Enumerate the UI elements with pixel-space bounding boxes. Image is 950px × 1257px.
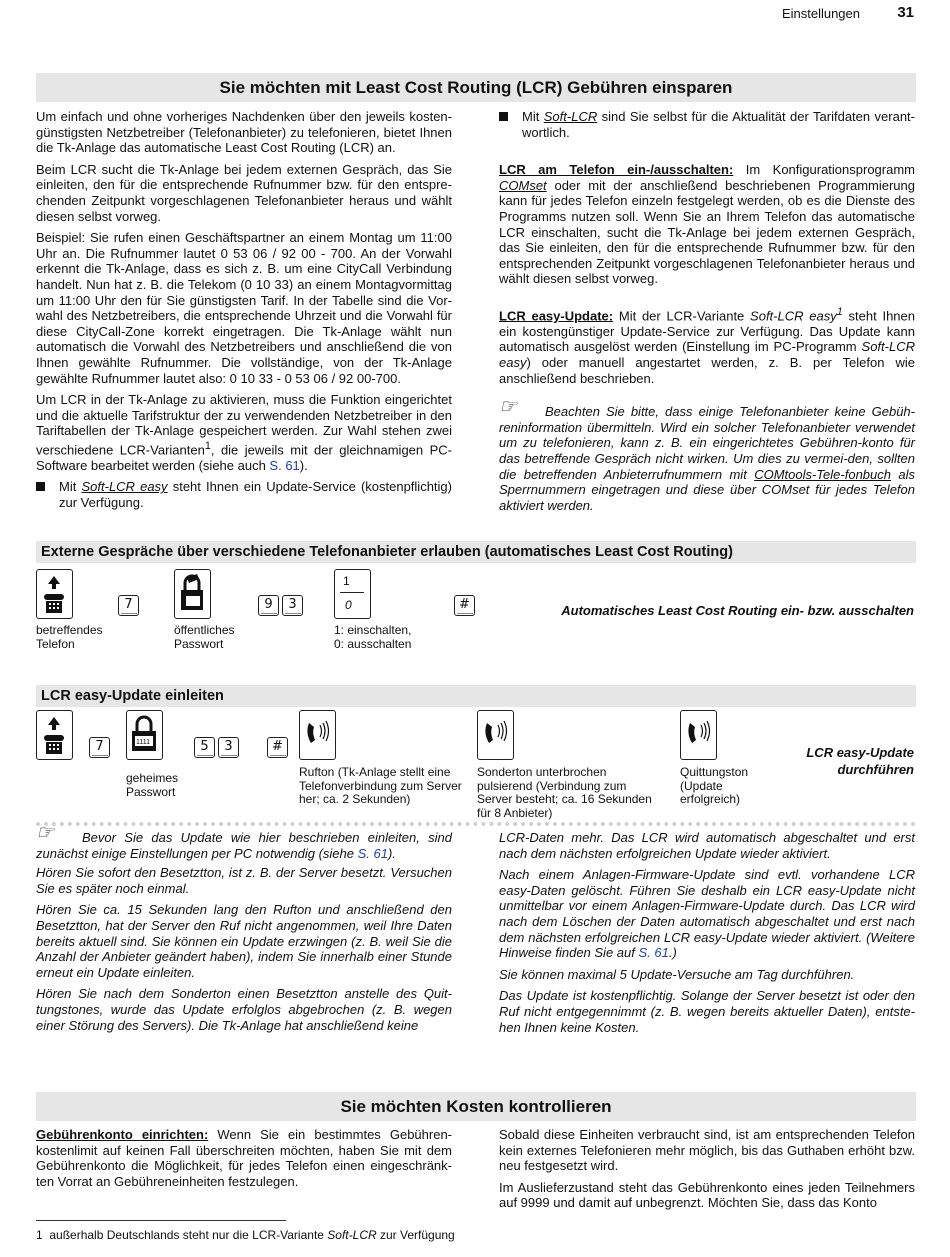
note-block: ☞ Bevor Sie das Update wie hier beschrieben einleiten, sind zunächst einige Einstellungen per PC notwendig (siehe S. 61). <box>36 822 452 861</box>
bullet-square <box>499 112 508 121</box>
bullet-item: Mit Soft-LCR easy steht Ihnen ein Update-Service (kostenpflichtig) zur Verfügung. <box>36 479 452 510</box>
caption-phone: betreffendes Telefon <box>36 623 103 651</box>
paragraph: Beispiel: Sie rufen einen Geschäftspartner an einem Montag um 11:00 Uhr an. Die Rufnummer lautet 0 53 06 / 92 00 - 700. An der Vorwahl erkennt die Tk-Anlage, dass es sich z. B. um eine CityCall Verbindung handelt. Nun hat z. B. die Telekom (0 10 33) an einem Montagvormittag um 11:00 Uhr den für Sie günstigsten Tarif. In der Tabelle sind die Vor-wahl des Netzbetreibers, die entsprechende Uhrzeit und die Vorwahl für diese CityCall-Zone korrekt eingetragen. Die Tk-Anlage wählt nun automatisch die Vorwahl des Netzbetreibers und anschließend die von Ihnen gewählte Rufnummer. Die vollständige, von der Tk-Anlage gewählte Rufnummer lautet also: 0 10 33 - 0 53 06 / 92 00-700. <box>36 230 452 386</box>
procedure-description: LCR easy-Update durchführen <box>806 745 914 777</box>
left-column <box>36 109 452 511</box>
pointing-hand-icon: ☞ <box>36 822 54 844</box>
page-link[interactable]: S. 61 <box>638 945 669 961</box>
caption-ringing-tone: Rufton (Tk-Anlage stellt eine Telefonverbindung zum Server her; ca. 2 Sekunden) <box>299 765 462 806</box>
ringing-tone-icon <box>299 710 336 760</box>
footnote-rule <box>36 1220 286 1221</box>
caption-public-password: öffentliches Passwort <box>174 623 235 651</box>
page-link[interactable]: S. 61 <box>269 457 300 473</box>
paragraph: LCR-Daten mehr. Das LCR wird automatisch abgeschaltet und erst nach dem nächsten erfolgreichen Update wieder aktiviert. <box>499 830 915 861</box>
page-link[interactable]: S. 61 <box>357 845 388 861</box>
running-header-section: Einstellungen <box>781 6 860 21</box>
paragraph: LCR am Telefon ein-/ausschalten: Im Konfigurationsprogramm COMset oder mit der anschließend beschriebenen Programmierung kann für jedes Telefon einzeln festgelegt werden, ob es die Dienste des Programms nutzen soll. Wenn Sie an Ihrem Telefon das automatische LCR einschalten, sucht die Tk-Anlage bei jedem externen Gespräch, das Sie einleiten, den für die entsprechende Rufnummer bzw. für den entsprechenden Zeitpunkt vorgeschlagenen Telefonanbieter heraus und wählt diesen selbst vorweg. <box>499 162 915 287</box>
key-hash[interactable]: # <box>267 737 288 758</box>
bullet-square <box>36 482 45 491</box>
paragraph: Hören Sie sofort den Besetztton, ist z. B. der Server besetzt. Versuchen Sie es später noch einmal. <box>36 865 452 896</box>
pointing-hand-icon: ☞ <box>499 396 517 419</box>
key-5[interactable]: 5 <box>194 737 215 758</box>
bottom-right <box>499 1127 915 1217</box>
paragraph: LCR easy-Update: Mit der LCR-Variante Soft-LCR easy$^1$ steht Ihnen ein kostengünstiger Update-Service zur Verfügung. Das Update kann automatisch ausgelöst werden (Einstellung im PC-Programm Soft-LCR easy) oder manuell angestartet werden, z. B. per Telefon wie anschließend beschrieben. <box>499 305 915 386</box>
paragraph: Um einfach und ohne vorheriges Nachdenken über den jeweils kosten-günstigsten Netzbetreiber (Telefonanbieter) zu telefonieren, bietet Ihnen die Tk-Anlage das automatische Least Cost Routing (LCR) an. <box>36 109 452 156</box>
key-3[interactable]: 3 <box>282 595 303 616</box>
subheading: Gebührenkonto einrichten: <box>36 1127 209 1142</box>
paragraph: Das Update ist kostenpflichtig. Solange der Server besetzt ist oder den Ruf nicht entgegennimmt (z. B. wegen bereits aktueller Daten), entste-hen Ihnen keine Kosten. <box>499 988 915 1035</box>
procedure-title-lcr-update: LCR easy-Update einleiten <box>36 685 916 707</box>
term-link[interactable]: COMtools-Tele-fonbuch <box>754 466 891 482</box>
caption-confirmation-tone: Quittungston (Update erfolgreich) <box>680 765 749 806</box>
notes-right <box>499 830 915 1041</box>
paragraph: Sobald diese Einheiten verbraucht sind, ist am entsprechenden Telefon kein externes Telefonieren mehr möglich, bis das Guthaben erhöht bzw. neu festgesetzt wird. <box>499 1127 915 1174</box>
handset-lift-icon <box>36 569 73 619</box>
paragraph: Nach einem Anlagen-Firmware-Update sind evtl. vorhandene LCR easy-Daten gelöscht. Führen Sie deshalb ein LCR easy-Update nicht unmittelbar vor einem Anlagen-Firmware-Update durch. Das LCR wird nach dem Löschen der Daten automatisch abgeschaltet und erst nach dem nächsten erfolgreichen LCR easy-Update wieder aktiviert. (Weitere Hinweise finden Sie auf S. 61.) <box>499 867 915 961</box>
secret-password-lock-icon <box>126 710 163 760</box>
right-column <box>499 109 915 519</box>
procedure-description: Automatisches Least Cost Routing ein- bzw. ausschalten <box>561 603 914 618</box>
subheading: LCR am Telefon ein-/ausschalten: <box>499 162 734 178</box>
term-link[interactable]: Soft-LCR <box>543 109 598 124</box>
paragraph: Hören Sie nach dem Sonderton einen Besetztton anstelle des Quit-tungstones, wurde das Update erfolglos abgebrochen (z. B. wegen einer Störung des Servers). Die Tk-Anlage hat anschließend keine <box>36 986 452 1033</box>
footnote-ref: 1 <box>204 439 211 452</box>
notes-left <box>36 822 452 1039</box>
bottom-left: Gebührenkonto einrichten: Wenn Sie ein bestimmtes Gebühren-kostenlimit auf keinen Fall überschreiten möchten, haben Sie mit dem Gebührenkonto die Möglichkeit, für jedes Telefon einen eingeschränk-ten Vorrat an Gebühreneinheiten festzulegen. <box>36 1127 452 1189</box>
special-tone-icon <box>477 710 514 760</box>
paragraph: Um LCR in der Tk-Anlage zu aktivieren, muss die Funktion eingerichtet und die aktuelle Tarifstruktur der zu verwendenden Netzbetreiber in den Tariftabellen der Tk-Anlage gespeichert werden. Zur Wahl stehen zwei verschiedene LCR-Varianten$^1$, die jeweils mit der gleichnamigen PC-Software bearbeitet werden (siehe auch S. 61). <box>36 392 452 473</box>
key-3[interactable]: 3 <box>218 737 239 758</box>
separator <box>36 822 916 826</box>
term-link[interactable]: Soft-LCR easy <box>81 479 168 495</box>
footnote-ref: 1 <box>836 305 843 318</box>
key-7[interactable]: 7 <box>118 595 139 616</box>
on-off-switch-icon: 1 0 <box>334 569 371 619</box>
password-digits: 1111 <box>136 739 151 746</box>
term-link[interactable]: COMset <box>499 177 547 193</box>
paragraph: Sie können maximal 5 Update-Versuche am Tag durchführen. <box>499 966 855 982</box>
caption-special-tone: Sonderton unterbrochen pulsierend (Verbindung zum Server besteht; ca. 16 Sekunden für 8 Anbieter) <box>477 765 652 820</box>
paragraph: Im Auslieferzustand steht das Gebührenkonto eines jeden Teilnehmers auf 9999 und damit auf unbegrenzt. Möchten Sie, dass das Konto <box>499 1179 915 1211</box>
handset-lift-icon <box>36 710 73 760</box>
section-title-costs: Sie möchten Kosten kontrollieren <box>36 1092 916 1121</box>
section-title-lcr: Sie möchten mit Least Cost Routing (LCR) Gebühren einsparen <box>36 73 916 102</box>
procedure-title-lcr-toggle: Externe Gespräche über verschiedene Telefonanbieter erlauben (automatisches Least Cost Routing) <box>36 541 916 563</box>
caption-switch: 1: einschalten, 0: ausschalten <box>334 623 412 651</box>
confirmation-tone-icon <box>680 710 717 760</box>
public-password-lock-icon <box>174 569 211 619</box>
note-block: ☞ Beachten Sie bitte, dass einige Telefonanbieter keine Gebüh-reninformation übermitteln. Wird ein solcher Telefonanbieter verwendet um zu telefonieren, kann z. B. ein eingerichtetes Gebühren-konto für das betreffende Gespräch nicht wirken. Um dies zu vermei-den, sollten die betreffenden Anbieterrufnummern mit COMtools-Tele-fonbuch als Sperrnummern eingetragen und diese über COMset für jedes Telefon aktiviert werden. <box>499 396 915 513</box>
subheading: LCR easy-Update: <box>499 308 614 324</box>
bullet-item: Mit Soft-LCR sind Sie selbst für die Aktualität der Tarifdaten verant-wortlich. <box>499 109 915 140</box>
key-7[interactable]: 7 <box>89 737 110 758</box>
page-number: 31 <box>897 4 914 21</box>
paragraph: Beim LCR sucht die Tk-Anlage bei jedem externen Gespräch, das Sie einleiten, den für die entsprechende Rufnummer bzw. für den entspre-chenden Zeitpunkt vorgeschlagenen Telefonanbieter heraus und wählt diesen selbst vorweg. <box>36 161 452 224</box>
footnote: 1 außerhalb Deutschlands steht nur die LCR-Variante Soft-LCR zur Verfügung <box>36 1228 455 1242</box>
key-9[interactable]: 9 <box>258 595 279 616</box>
paragraph: Hören Sie ca. 15 Sekunden lang den Rufton und anschließend den Besetztton, hat der Server den Ruf nicht angenommen, weil Ihre Daten bereits aktuell sind. Sie können ein Update erzwingen (z. B. weil Sie die Anzahl der Anbieter geändert haben), indem Sie innerhalb einer Stunde erneut ein Update einleiten. <box>36 902 452 980</box>
key-hash[interactable]: # <box>454 595 475 616</box>
caption-secret-password: geheimes Passwort <box>126 771 179 799</box>
